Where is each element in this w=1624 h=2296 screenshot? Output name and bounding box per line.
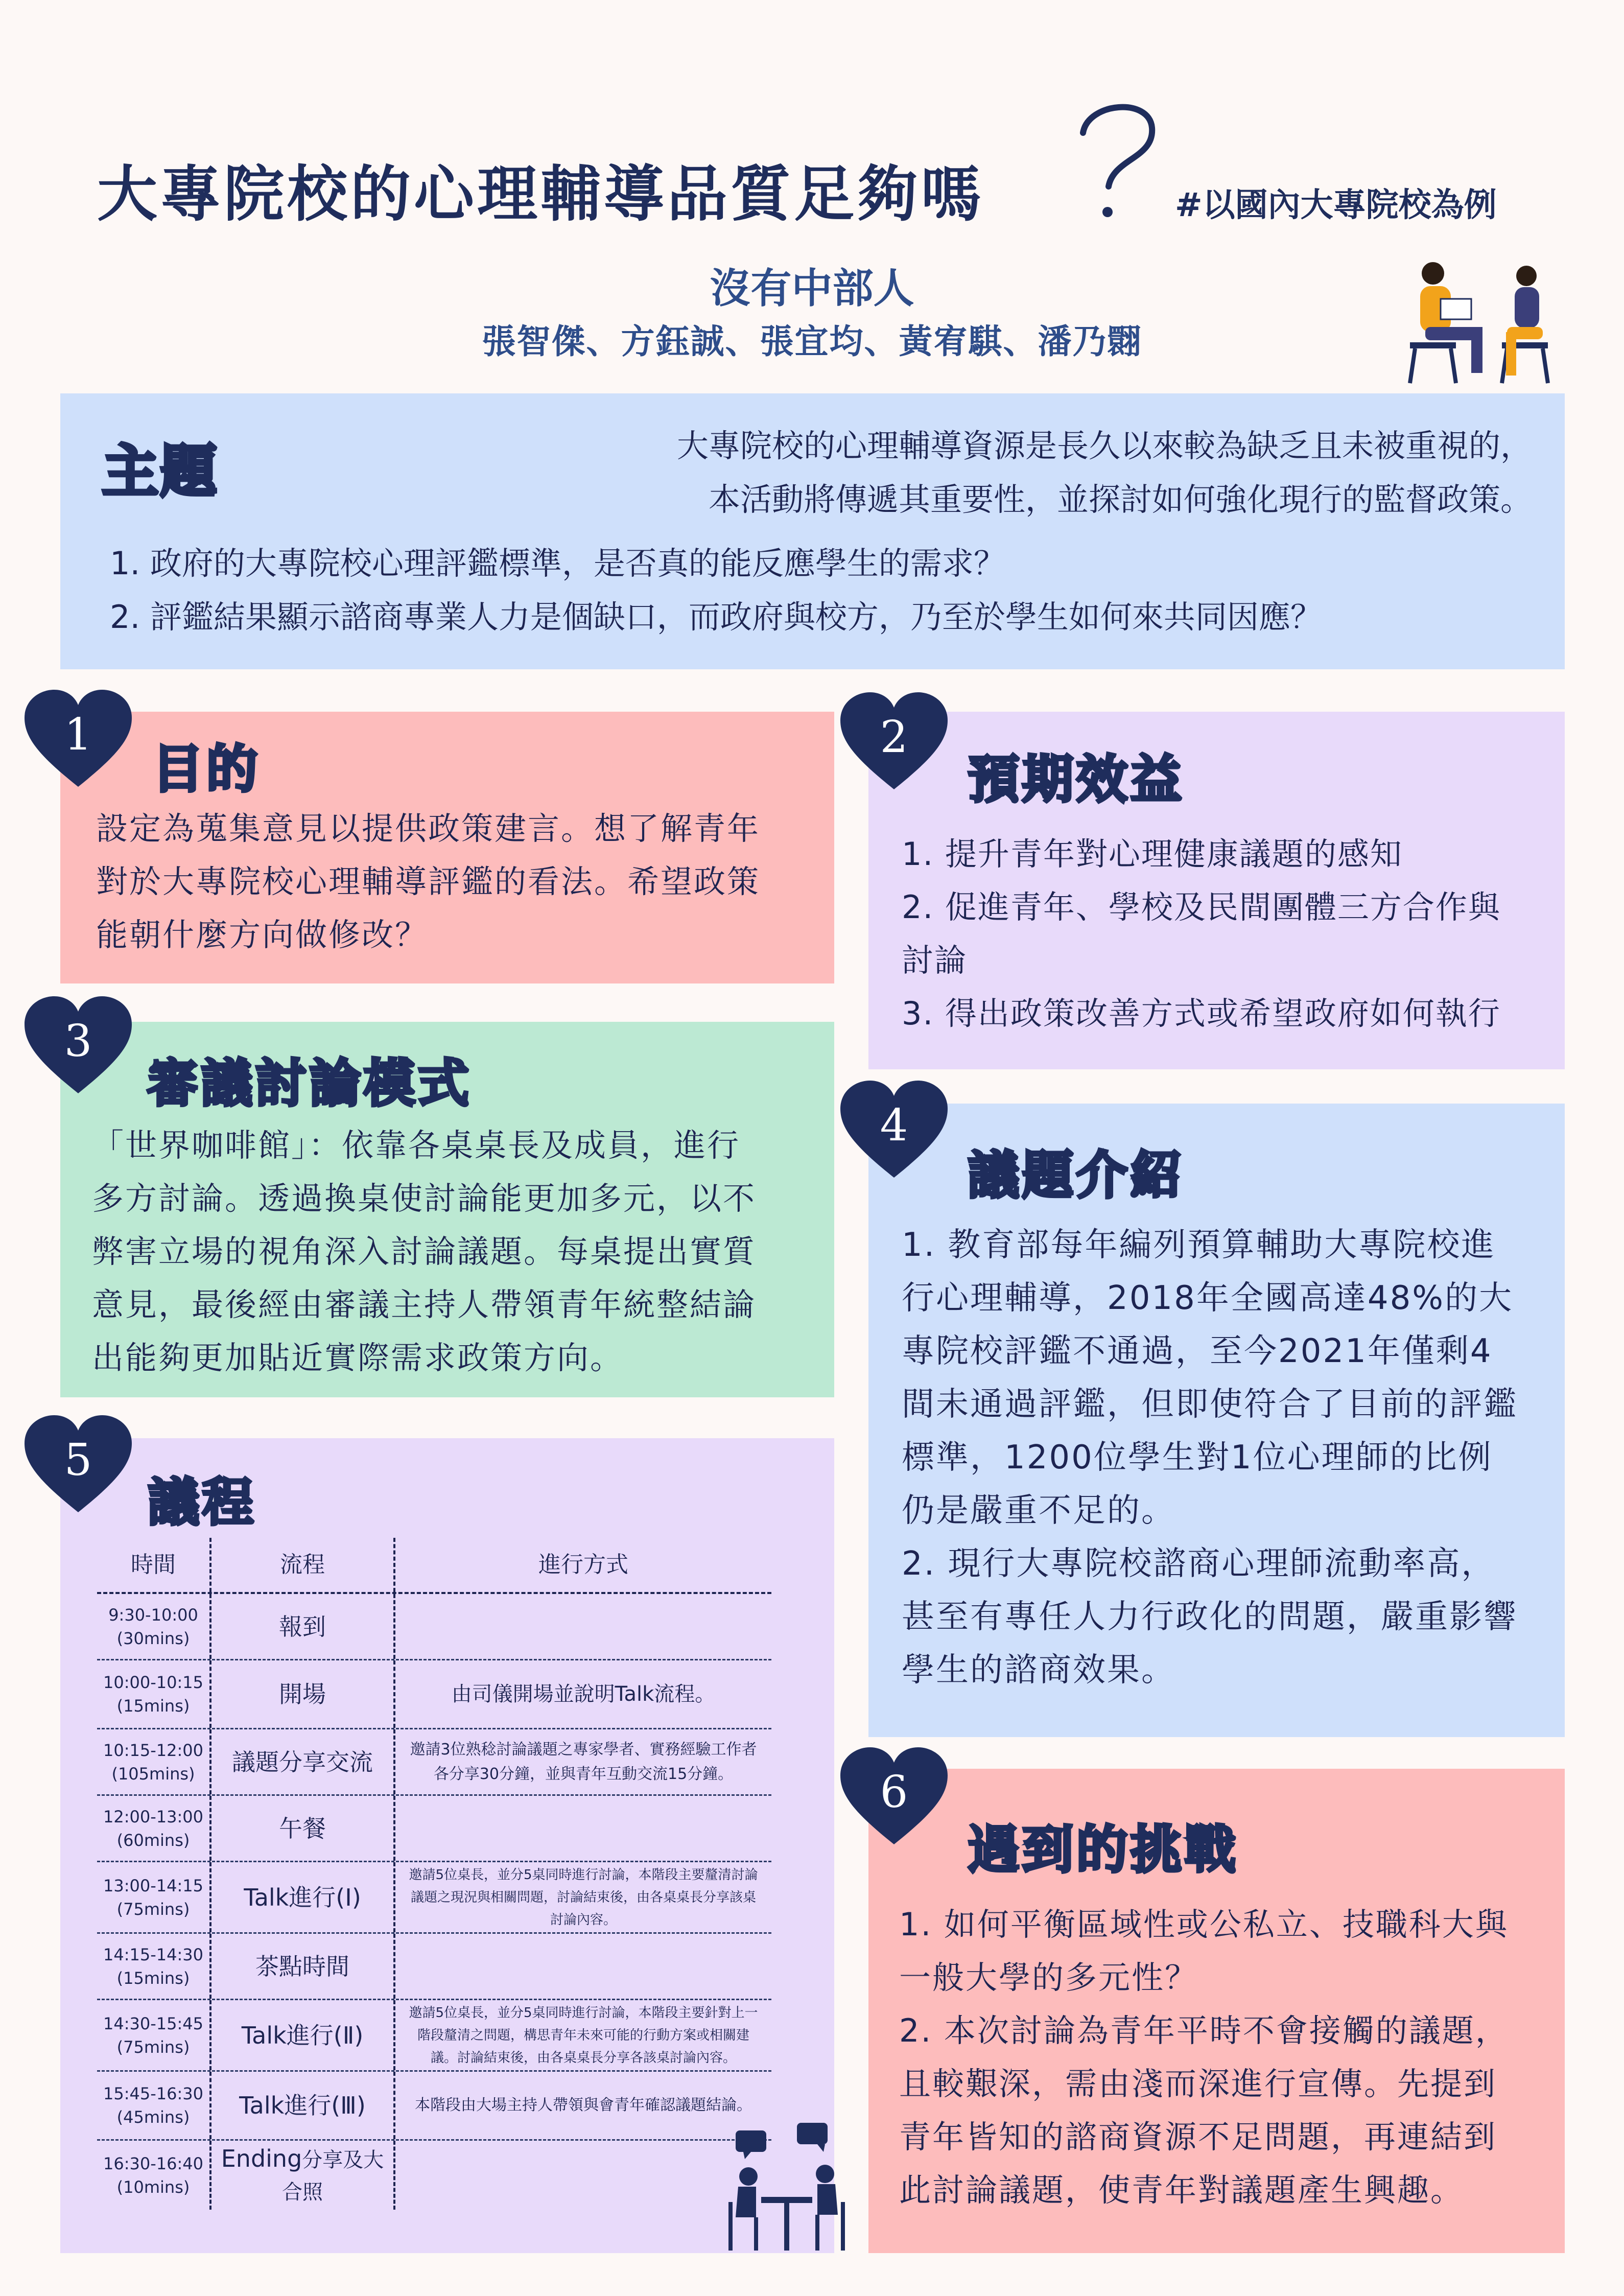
theme-title: 主題 [102,439,219,504]
meeting-people-illustration [700,2120,874,2253]
topic-intro-text: 1. 教育部每年編列預算輔助大專院校進 行心理輔導，2018年全國高達48%的大 專院校評鑑不通過，至今2021年僅剩4 間未通過評鑑，但即使符合了目前的評鑑 標準，1200位學生對1位心理師的比例 仍是嚴重不足的。 2. 現行大專院校諮商心理師流動率高， 甚至有專任人力行政化的問題，嚴重影響 學生的諮商效果。 [902,1226,1518,1689]
question-mark-icon [1068,97,1160,230]
agenda-title: 議程 [148,1472,256,1532]
member-names: 張智傑、方鈺誠、張宜均、黃宥騏、潘乃翾 [482,322,1142,361]
purpose-text: 設定為蒐集意見以提供政策建言。想了解青年 對於大專院校心理輔導評鑑的看法。希望政策 能朝什麼方向做修改？ [96,810,761,953]
discussion-mode-title: 審議討論模式 [147,1053,472,1113]
heart-number-icon: 1 [25,690,132,792]
table-row: 9:30-10:00 (30mins) 報到 [97,1594,771,1660]
table-row: 14:15-14:30 (15mins) 茶點時間 [97,1934,771,2000]
purpose-title: 目的 [152,739,261,799]
heart-number-icon: 4 [840,1081,948,1183]
table-row: 14:30-15:45 (75mins) Talk進行(Ⅱ) 邀請5位桌長，並分5桌同時進行討論，本階段主要針對上一階段釐清之問題，構思青年未來可能的行動方案或相關建議。討論結束後，由各桌桌長分享各該桌討論內容。 [97,2000,771,2072]
page-title: 大專院校的心理輔導品質足夠嗎 [97,159,984,229]
team-name: 沒有中部人 [710,265,914,312]
agenda-table [97,1538,771,2210]
challenges-text: 1. 如何平衡區域性或公私立、技職科大與 一般大學的多元性？ 2. 本次討論為青年平時不會接觸的議題， 且較艱深，需由淺而深進行宣傳。先提到 青年皆知的諮商資源不足問題，再連結到 此討論議題，使青年對議題產生興趣。 [899,1906,1509,2209]
table-row: 12:00-13:00 (60mins) 午餐 [97,1796,771,1862]
heart-number-icon: 5 [25,1415,132,1517]
table-row: 10:00-10:15 (15mins) 開場 由司儀開場並說明Talk流程。 [97,1660,771,1729]
challenges-title: 遇到的挑戰 [968,1820,1239,1880]
table-row: 15:45-16:30 (45mins) Talk進行(Ⅲ) 本階段由大場主持人帶領與會青年確認議題結論。 [97,2072,771,2141]
table-row: 10:15-12:00 (105mins) 議題分享交流 邀請3位熟稔討論議題之專家學者、實務經驗工作者各分享30分鐘，並與青年互動交流15分鐘。 [97,1729,771,1796]
benefits-title: 預期效益 [968,749,1185,809]
heart-number-icon: 2 [840,692,948,794]
table-row: 13:00-14:15 (75mins) Talk進行(I) 邀請5位桌長，並分5桌同時進行討論，本階段主要釐清討論議題之現況與相關問題，討論結束後，由各桌桌長分享該桌討論內容。 [97,1862,771,1934]
theme-description: 大專院校的心理輔導資源是長久以來較為缺乏且未被重視的， 本活動將傳遞其重要性，並探討如何強化現行的監督政策。 [676,427,1532,518]
discussion-mode-text: 「世界咖啡館」：依靠各桌桌長及成員，進行 多方討論。透過換桌使討論能更加多元，以不 弊害立場的視角深入討論議題。每桌提出實質 意見，最後經由審議主持人帶領青年統整結論 出能夠更加貼近實際需求政策方向。 [92,1127,757,1376]
table-row: 16:30-16:40 (10mins) Ending分享及大合照 [97,2141,771,2210]
agenda-header: 時間 流程 進行方式 [97,1538,771,1594]
theme-questions [110,536,1322,644]
heart-number-icon: 3 [25,996,132,1098]
theme-question-2: 2. 評鑑結果顯示諮商專業人力是個缺口，而政府與校方，乃至於學生如何來共同因應？ [110,598,1322,636]
heart-number-icon: 6 [840,1747,948,1849]
theme-question-1: 1. 政府的大專院校心理評鑑標準，是否真的能反應學生的需求？ [110,545,1005,582]
hashtag: #以國內大專院校為例 [1175,186,1497,224]
topic-intro-title: 議題介紹 [968,1145,1185,1205]
benefits-text: 1. 提升青年對心理健康議題的感知 2. 促進青年、學校及民間團體三方合作與 討論 3. 得出政策改善方式或希望政府如何執行 [902,835,1501,1032]
counseling-people-illustration [1390,255,1563,388]
